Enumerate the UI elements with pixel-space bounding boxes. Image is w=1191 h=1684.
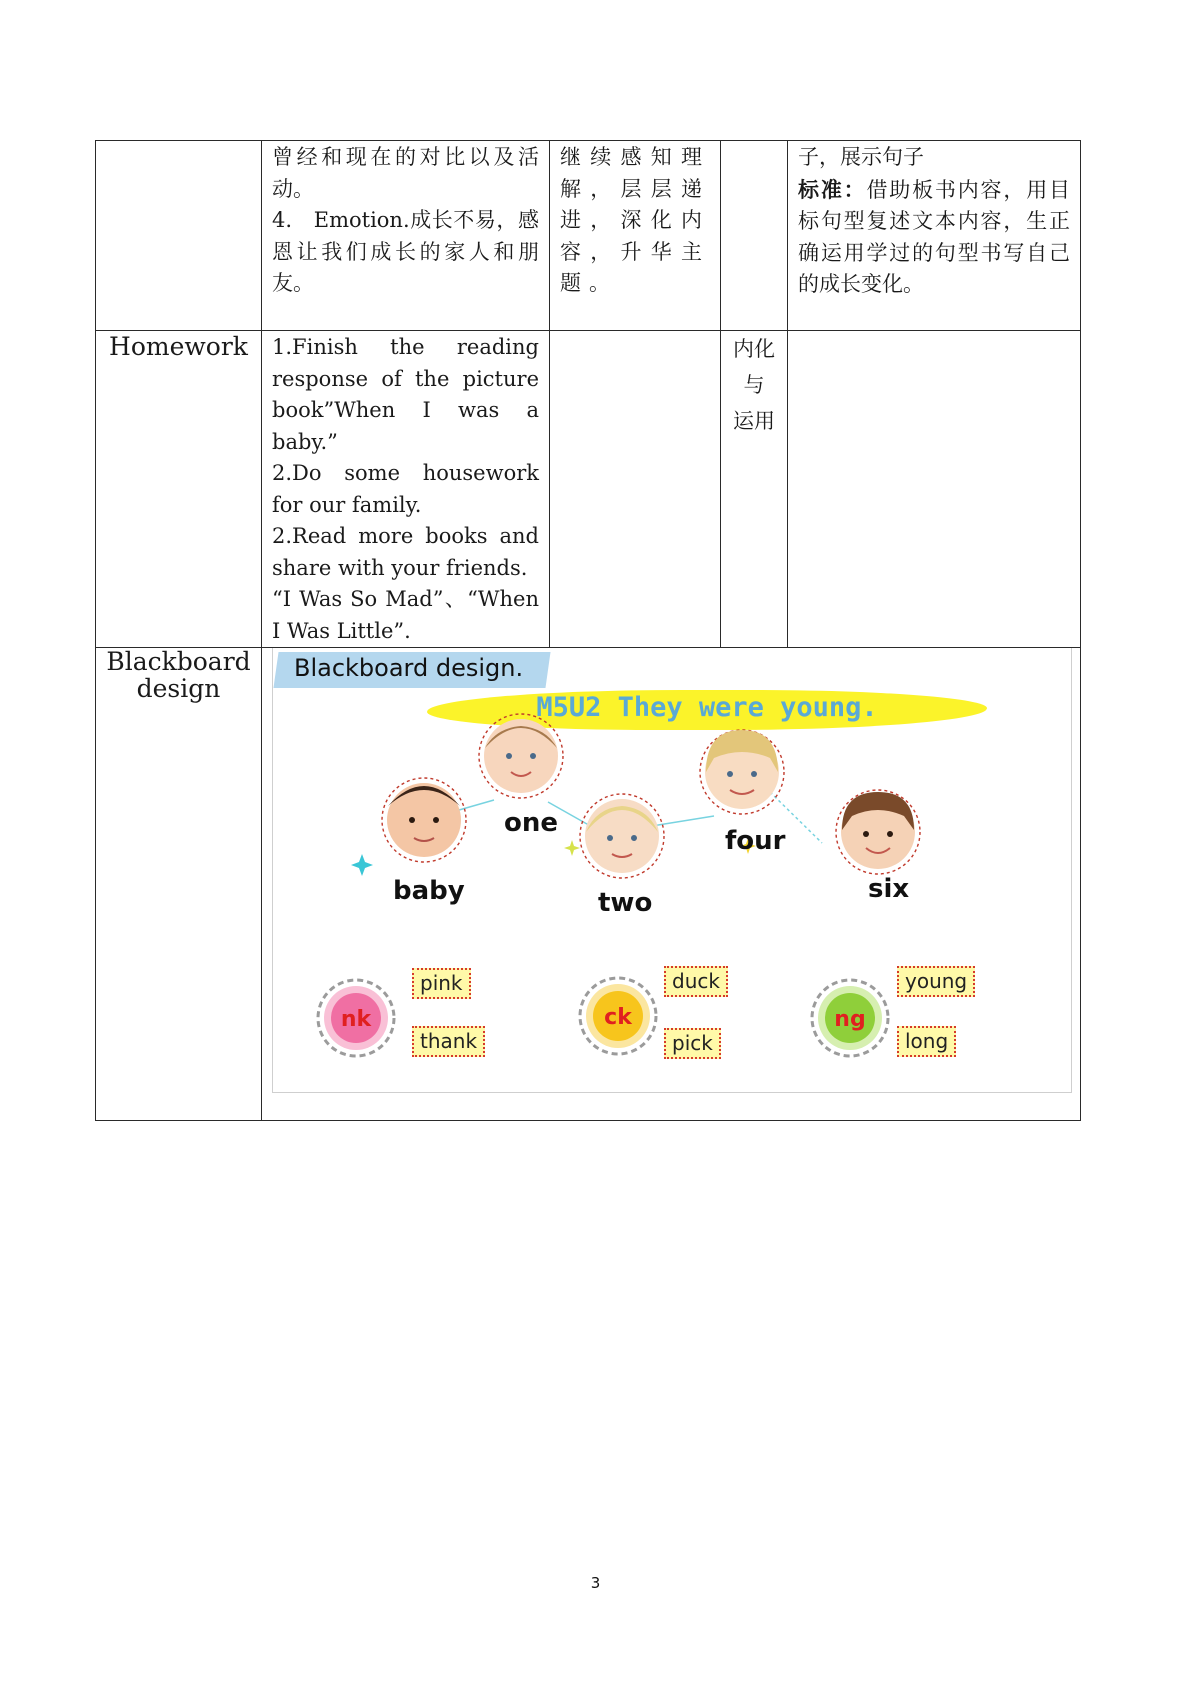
phonics-word: pick: [664, 1028, 721, 1059]
phonics-sound-ng: ng: [834, 1007, 866, 1032]
phonics-word: pink: [412, 968, 471, 999]
homework-text: 1.Finish the reading response of the picture book”When I was a baby.” 2.Do some housework for our family. 2.Read more books and share with your friends. “I Was So Mad”、“When I Was Little”.: [272, 335, 539, 643]
face-six-icon: [836, 790, 920, 874]
evaluation-text: 子，展示句子 标准：借助板书内容，用目标句型复述文本内容，生正确运用学过的句型书写自己的成长变化。: [798, 145, 1071, 296]
phonics-sound-ck: ck: [604, 1005, 632, 1030]
process-cell: [262, 141, 550, 331]
phonics-word: thank: [412, 1026, 485, 1057]
phonics-word: duck: [664, 966, 728, 997]
phonics-word: young: [897, 966, 975, 997]
figure-label: one: [504, 808, 559, 838]
evaluation-cell: [788, 331, 1081, 648]
figure-label: four: [725, 826, 786, 856]
table-row: [96, 141, 1081, 331]
face-one-icon: [479, 714, 563, 798]
face-four-icon: [700, 730, 784, 814]
board-title: M5U2 They were young.: [536, 692, 878, 723]
row-label-cell: [96, 648, 262, 1121]
process-text: 曾经和现在的对比以及活动。 4. Emotion.成长不易，感恩让我们成长的家人和朋友。: [272, 145, 539, 295]
blackboard-cell: [262, 648, 1081, 1121]
intent-text: 继续感知理解，层层递进，深化内容，升华主题。: [560, 145, 710, 295]
evaluation-cell: [788, 141, 1081, 331]
page-number: 3: [590, 1574, 601, 1592]
phonics-sound-nk: nk: [340, 1007, 372, 1032]
level-cell: [721, 141, 788, 331]
level-cell: [721, 331, 788, 648]
table-row: [96, 331, 1081, 648]
row-label-cell: [96, 331, 262, 648]
figure-label: two: [598, 888, 653, 918]
lesson-plan-table: [95, 140, 1081, 1121]
process-cell: [262, 331, 550, 648]
face-two-icon: [580, 794, 664, 878]
intent-cell: [550, 331, 721, 648]
figure-label: six: [868, 874, 910, 904]
face-baby-icon: [382, 778, 466, 862]
blackboard-design: [262, 648, 1080, 1120]
level-text: 内化 与 运用: [733, 337, 775, 433]
phonics-word: long: [897, 1026, 956, 1057]
intent-cell: [550, 141, 721, 331]
blackboard-label: Blackboard design: [106, 647, 251, 703]
table-row: [96, 648, 1081, 1121]
board-heading: Blackboard design.: [294, 654, 524, 682]
row-label-cell: [96, 141, 262, 331]
homework-label: Homework: [109, 332, 248, 361]
figure-label: baby: [393, 876, 465, 906]
